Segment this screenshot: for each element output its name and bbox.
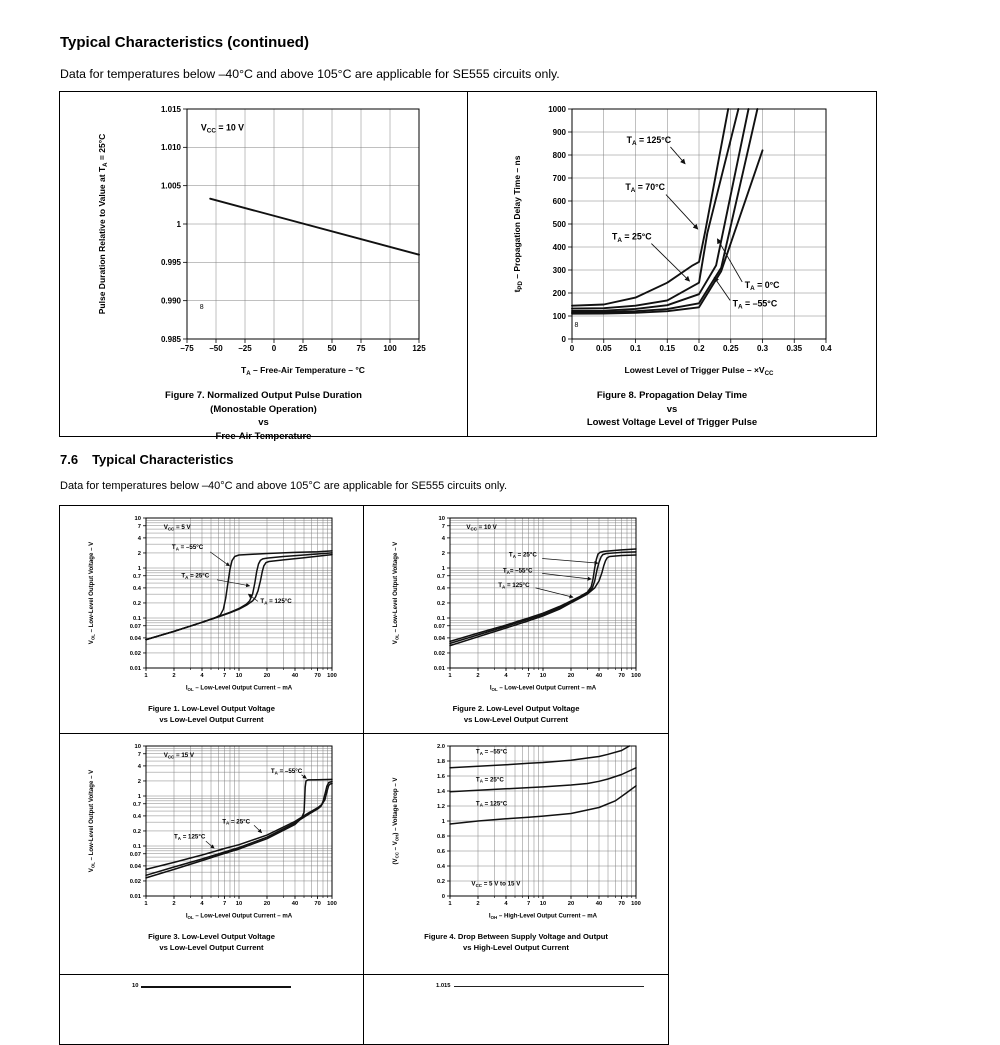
svg-text:TA = 25°C: $T_A = 25^\circ C$ [221, 818, 250, 826]
svg-text:50: 50 [327, 344, 336, 353]
caption-line: vs Low-Level Output Current [463, 714, 569, 724]
svg-text:VCC = 10 V: $V_{CC} = 10$ V [200, 122, 244, 135]
figure-5-axis-top-label: 10 [132, 983, 139, 989]
svg-text:0.1: 0.1 [132, 616, 141, 623]
figure-1-chart [80, 510, 344, 703]
svg-text:VCC = 5 V to 15 V: $V_{CC} = 5$ V to 15 V [471, 880, 521, 888]
svg-text:2: 2 [171, 672, 176, 679]
svg-text:TA = 25°C: $T_A = 25^\circ C$ [180, 572, 209, 581]
svg-text:8: 8 [574, 322, 579, 330]
svg-text:20: 20 [263, 900, 270, 907]
svg-text:TA = 125°C: $T_A = 125^\circ C$ [498, 581, 530, 590]
svg-text:1: 1 [137, 794, 141, 801]
svg-text:TA = –55°C: $T_A = -55^\circ C$ [270, 767, 302, 776]
svg-text:0.995: 0.995 [160, 258, 181, 268]
svg-text:25: 25 [298, 344, 307, 353]
svg-text:0.4: 0.4 [820, 344, 832, 353]
svg-text:Lowest Level of Trigger Pulse: Lowest Level of Trigger Pulse – $\times V_{CC}$ [624, 365, 774, 378]
svg-text:10: 10 [539, 900, 547, 907]
svg-text:IOL – Low-Level Output Current: $I_{OL}$ – Low-Level Output Current – mA [185, 912, 292, 921]
svg-text:TA = 125°C: $T_A = 125^\circ C$ [173, 833, 205, 841]
svg-text:0.04: 0.04 [129, 635, 141, 642]
caption-line: Figure 3. Low-Level Output Voltage [148, 932, 275, 941]
caption-line: Figure 2. Low-Level Output Voltage [452, 704, 580, 713]
svg-text:7: 7 [137, 751, 141, 758]
figure-8-caption [587, 389, 757, 430]
svg-text:2: 2 [137, 551, 141, 558]
svg-text:0.4: 0.4 [132, 813, 141, 820]
svg-text:20: 20 [567, 672, 575, 679]
svg-text:70: 70 [618, 672, 625, 679]
caption-line: Free-Air Temperature [215, 430, 312, 442]
svg-text:tPD – Propagation Delay Time –: $t_{PD}$ – Propagation Delay Time – ns [512, 155, 525, 293]
svg-text:0.07: 0.07 [129, 851, 141, 858]
svg-text:900: 900 [552, 127, 566, 137]
figure-2-caption [453, 704, 580, 725]
svg-text:1.015: 1.015 [160, 104, 181, 114]
svg-text:1.4: 1.4 [436, 789, 445, 796]
figure-7-panel [60, 92, 468, 442]
section-temperature-note: Data for temperatures below –40°C and above 105°C are applicable for SE555 circuits only. [60, 480, 508, 492]
figure-3-chart [80, 738, 344, 931]
figure-4-panel [364, 734, 668, 975]
svg-text:10: 10 [539, 672, 547, 679]
svg-text:7: 7 [222, 672, 226, 679]
figure-5-partial-panel [60, 975, 364, 1044]
svg-text:0.02: 0.02 [129, 651, 141, 658]
svg-text:1.005: 1.005 [160, 181, 181, 191]
svg-text:0: 0 [441, 894, 445, 901]
svg-text:–25: –25 [237, 344, 252, 353]
svg-text:0.3: 0.3 [756, 344, 769, 353]
svg-text:100: 100 [552, 311, 566, 321]
svg-text:2: 2 [137, 779, 141, 786]
svg-text:TA = –55°C: $T_A = -55^\circ C$ [171, 543, 203, 552]
section-number: 7.6 [60, 452, 79, 467]
svg-text:0.25: 0.25 [722, 344, 739, 353]
figure-3-panel [60, 734, 364, 975]
svg-text:1: 1 [176, 219, 181, 229]
caption-line: Figure 8. Propagation Delay Time [596, 390, 748, 401]
svg-text:0.07: 0.07 [129, 623, 141, 630]
svg-text:1: 1 [441, 819, 445, 826]
svg-text:TA = 125°C: $T_A = 125^\circ C$ [626, 135, 672, 148]
figures-7-8-frame [59, 91, 877, 442]
caption-line: vs High-Level Output Current [463, 942, 569, 952]
svg-text:TA = 125°C: $T_A = 125^\circ C$ [475, 800, 508, 808]
svg-text:100: 100 [631, 672, 641, 679]
svg-text:0: 0 [569, 344, 575, 353]
svg-text:0: 0 [561, 334, 566, 344]
svg-text:0.35: 0.35 [786, 344, 803, 353]
svg-text:75: 75 [356, 344, 365, 353]
svg-text:0.07: 0.07 [433, 623, 445, 630]
svg-text:0.2: 0.2 [436, 879, 445, 886]
svg-text:10: 10 [438, 516, 445, 523]
svg-text:70: 70 [313, 672, 321, 679]
svg-text:0.04: 0.04 [129, 863, 141, 870]
svg-text:800: 800 [552, 150, 566, 160]
figure-5-plot-top-edge [141, 986, 291, 988]
svg-text:100: 100 [326, 900, 337, 907]
svg-text:400: 400 [552, 242, 566, 252]
caption-line: vs [258, 417, 269, 428]
figure-6-plot-top-edge [454, 986, 644, 987]
fig1-plot [80, 510, 344, 698]
caption-line: Figure 1. Low-Level Output Voltage [148, 704, 275, 713]
svg-text:–75: –75 [179, 344, 194, 353]
svg-text:–50: –50 [208, 344, 223, 353]
figure-2-panel [364, 506, 668, 734]
svg-text:7: 7 [526, 900, 531, 907]
svg-text:125: 125 [411, 344, 426, 353]
figure-6-partial-panel [364, 975, 668, 1044]
svg-text:Pulse Duration Relative to Val: Pulse Duration Relative to Value at $T_A = 25^\circ C$ [96, 133, 109, 315]
svg-text:0.04: 0.04 [433, 635, 445, 642]
figures-1-6-frame [59, 505, 669, 1045]
svg-text:10: 10 [134, 744, 141, 751]
svg-text:TA = –55°C: $T_A = -55^\circ C$ [732, 298, 778, 311]
svg-text:1: 1 [137, 566, 141, 573]
svg-text:200: 200 [552, 288, 566, 298]
svg-text:TA = 25°C: $T_A = 25^\circ C$ [508, 551, 537, 559]
svg-text:10: 10 [134, 516, 141, 523]
svg-text:100: 100 [326, 672, 337, 679]
svg-text:TA – Free-Air Temperature – °C: $T_A$ – Free-Air Temperature – °C [240, 365, 365, 378]
figure-4-caption [424, 932, 608, 953]
svg-text:70: 70 [313, 900, 321, 907]
svg-text:300: 300 [552, 265, 566, 275]
svg-text:1: 1 [448, 900, 452, 907]
svg-text:0.01: 0.01 [129, 666, 141, 673]
svg-text:40: 40 [595, 672, 603, 679]
caption-line: vs Low-Level Output Current [159, 942, 264, 952]
svg-text:TA = 25°C: $T_A = 25^\circ C$ [612, 231, 652, 244]
svg-text:0.7: 0.7 [132, 801, 141, 808]
figure-1-caption [148, 704, 275, 725]
svg-text:0.1: 0.1 [132, 844, 141, 851]
svg-text:0.7: 0.7 [132, 573, 141, 580]
svg-text:40: 40 [291, 672, 298, 679]
svg-text:7: 7 [222, 900, 226, 907]
svg-text:0.2: 0.2 [132, 829, 141, 836]
svg-text:1.8: 1.8 [436, 759, 445, 766]
svg-text:40: 40 [291, 900, 298, 907]
figure-8-panel [468, 92, 876, 436]
svg-text:20: 20 [567, 900, 575, 907]
figure-2-chart [384, 510, 648, 703]
svg-text:0.2: 0.2 [693, 344, 705, 353]
svg-text:TA = 0°C: $T_A = 0^\circ C$ [744, 279, 780, 293]
svg-text:1.010: 1.010 [160, 143, 181, 153]
figure-7-chart [87, 97, 441, 386]
svg-text:1000: 1000 [548, 104, 566, 114]
svg-text:0.4: 0.4 [436, 864, 445, 871]
svg-text:2.0: 2.0 [436, 744, 445, 751]
svg-text:1.2: 1.2 [436, 804, 445, 811]
svg-text:2: 2 [441, 551, 445, 558]
svg-text:VCC = 10 V: $V_{CC} = 10$ V [466, 524, 497, 532]
svg-text:0.1: 0.1 [436, 616, 445, 623]
svg-text:VOL – Low-Level Output Voltage: $V_{OL}$ – Low-Level Output Voltage – V [87, 541, 95, 645]
svg-text:IOL – Low-Level Output Current: $I_{OL}$ – Low-Level Output Current – mA [489, 684, 597, 693]
svg-text:4: 4 [199, 900, 204, 907]
svg-text:0.15: 0.15 [659, 344, 676, 353]
svg-text:0.4: 0.4 [436, 585, 445, 592]
fig8-plot [498, 97, 846, 381]
svg-text:4: 4 [504, 900, 508, 907]
svg-text:4: 4 [137, 763, 141, 770]
svg-text:IOH – High-Level Output Curren: $I_{OH}$ – High-Level Output Current – mA [488, 912, 598, 921]
svg-text:4: 4 [441, 535, 445, 542]
temperature-applicability-note: Data for temperatures below –40°C and above 105°C are applicable for SE555 circuits only. [60, 67, 560, 81]
svg-text:2: 2 [476, 900, 480, 907]
svg-text:2: 2 [171, 900, 176, 907]
figure-7-caption [165, 389, 362, 443]
svg-text:0.990: 0.990 [160, 296, 181, 306]
svg-text:0.02: 0.02 [129, 879, 141, 886]
svg-text:VOL – Low-Level Output Voltage: $V_{OL}$ – Low-Level Output Voltage – V [392, 541, 400, 645]
svg-text:4: 4 [504, 672, 508, 679]
figure-8-chart [498, 97, 846, 386]
caption-line: Figure 4. Drop Between Supply Voltage and Output [424, 932, 608, 941]
svg-text:600: 600 [552, 196, 566, 206]
caption-line: Figure 7. Normalized Output Pulse Duration [165, 390, 362, 401]
caption-line: vs [666, 403, 678, 415]
caption-line: (Monostable Operation) [210, 403, 317, 415]
figure-3-caption [148, 932, 275, 953]
figure-4-chart [384, 738, 648, 931]
svg-text:0.7: 0.7 [436, 573, 445, 580]
svg-text:1: 1 [143, 900, 148, 907]
svg-text:TA= –55°C: $T_A= -55^\circ C$ [502, 567, 533, 575]
svg-text:10: 10 [235, 672, 242, 679]
svg-text:VCC = 15 V: $V_{CC} = 15$ V [163, 752, 194, 760]
svg-text:100: 100 [382, 344, 397, 353]
svg-text:1: 1 [143, 672, 148, 679]
svg-text:0.4: 0.4 [132, 585, 141, 592]
svg-text:TA = –55°C: $T_A = -55^\circ C$ [475, 748, 508, 756]
fig4-plot [384, 738, 648, 926]
caption-line: Lowest Voltage Level of Trigger Pulse [586, 417, 758, 428]
svg-text:VCC = 5 V: $V_{CC} = 5$ V [163, 524, 191, 532]
svg-text:0.01: 0.01 [129, 894, 141, 901]
svg-text:0.01: 0.01 [433, 666, 445, 673]
svg-text:7: 7 [137, 523, 141, 530]
svg-text:0.02: 0.02 [433, 651, 445, 658]
section-heading [60, 452, 233, 467]
svg-text:VOL – Low-Level Output Voltage: $V_{OL}$ – Low-Level Output Voltage – V [87, 769, 95, 873]
svg-text:0: 0 [271, 344, 276, 353]
figure-1-panel [60, 506, 364, 734]
svg-text:0.05: 0.05 [595, 344, 612, 353]
svg-text:TA = 70°C: $T_A = 70^\circ C$ [625, 181, 665, 195]
svg-text:100: 100 [631, 900, 641, 907]
svg-text:8: 8 [199, 304, 204, 312]
svg-text:TA = 25°C: $T_A = 25^\circ C$ [475, 776, 504, 784]
svg-text:IOL – Low-Level Output Current: $I_{OL}$ – Low-Level Output Current – mA [185, 684, 292, 693]
fig7-plot [87, 97, 441, 381]
svg-text:10: 10 [235, 900, 242, 907]
svg-text:1: 1 [448, 672, 452, 679]
svg-text:500: 500 [552, 219, 566, 229]
svg-text:4: 4 [137, 535, 141, 542]
svg-text:TA = 125°C: $T_A = 125^\circ C$ [259, 597, 292, 606]
svg-text:0.6: 0.6 [436, 849, 445, 856]
svg-text:0.2: 0.2 [436, 601, 445, 608]
svg-text:70: 70 [618, 900, 625, 907]
svg-text:20: 20 [263, 672, 270, 679]
svg-text:0.2: 0.2 [132, 601, 141, 608]
caption-line: vs Low-Level Output Current [159, 714, 264, 724]
figure-6-axis-top-label: 1.015 [436, 983, 451, 989]
svg-text:1: 1 [441, 566, 445, 573]
svg-text:40: 40 [595, 900, 603, 907]
fig2-plot [384, 510, 648, 698]
svg-text:(VCC – VOH) – Voltage Drop – V: $(V_{CC} - V_{OH})$ – Voltage Drop – V [392, 777, 400, 865]
svg-text:7: 7 [526, 672, 531, 679]
svg-text:0.8: 0.8 [436, 834, 445, 841]
section-title: Typical Characteristics [92, 452, 234, 467]
fig3-plot [80, 738, 344, 926]
svg-text:4: 4 [199, 672, 204, 679]
svg-text:0.985: 0.985 [160, 334, 181, 344]
svg-text:2: 2 [476, 672, 480, 679]
svg-text:0.1: 0.1 [629, 344, 642, 353]
svg-text:700: 700 [552, 173, 566, 183]
page-heading: Typical Characteristics (continued) [60, 34, 309, 51]
svg-text:7: 7 [441, 523, 445, 530]
svg-text:1.6: 1.6 [436, 774, 445, 781]
